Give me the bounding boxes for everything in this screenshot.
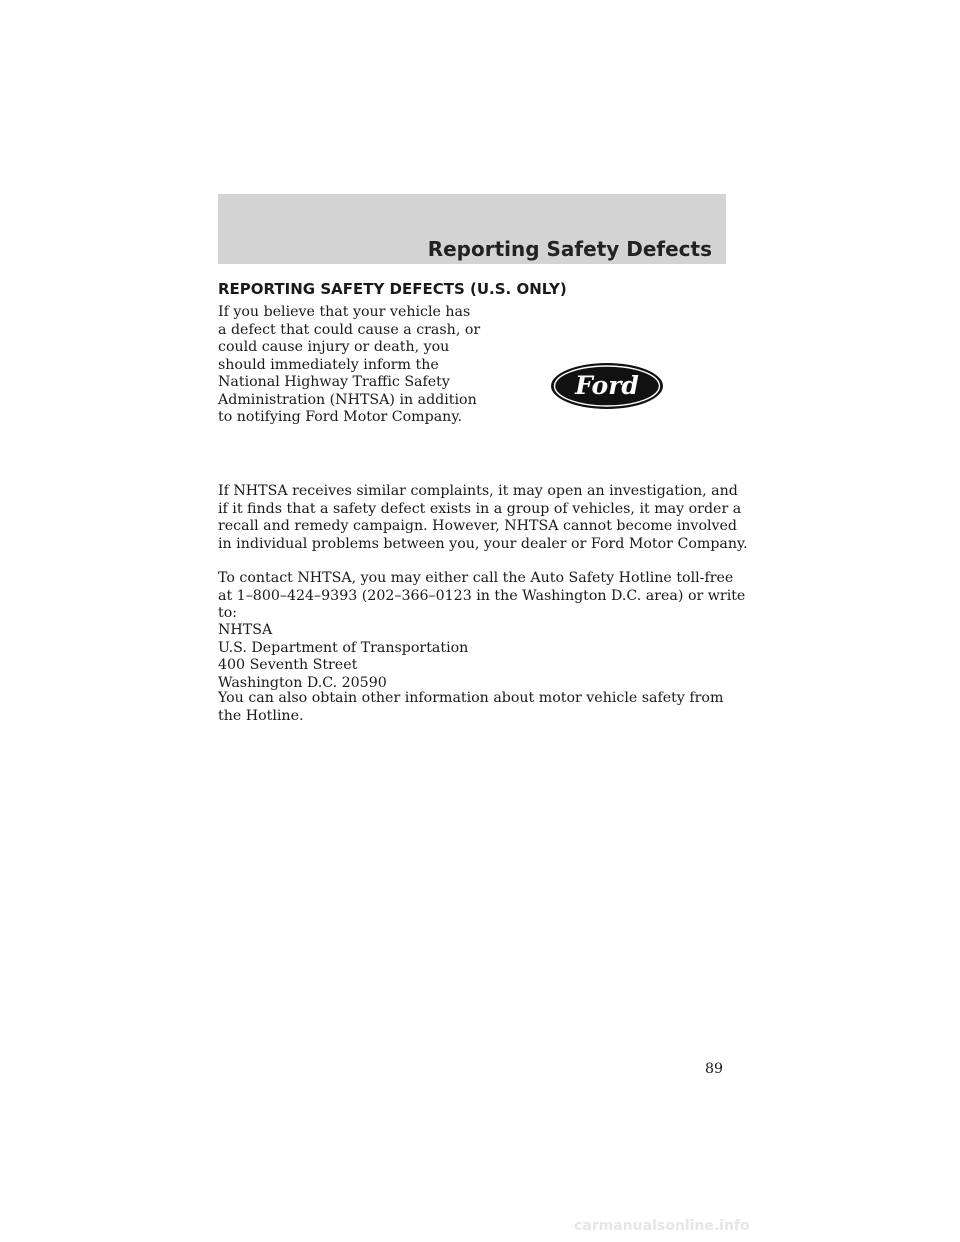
contact-paragraph	[218, 570, 746, 623]
address-line: 400 Seventh Street	[218, 657, 358, 673]
text-line: to notifying Ford Motor Company.	[218, 409, 462, 425]
text-line: recall and remedy campaign. However, NHTSA cannot become involved	[218, 518, 738, 534]
nhtsa-address	[218, 622, 730, 692]
text-line: Administration (NHTSA) in addition	[218, 391, 477, 408]
text-line: To contact NHTSA, you may either call the Auto Safety Hotline toll-free	[218, 570, 734, 586]
hotline-paragraph	[218, 690, 730, 725]
text-line: if it finds that a safety defect exists in a group of vehicles, it may order a	[218, 500, 742, 517]
text-line: a defect that could cause a crash, or	[218, 321, 481, 338]
page-header-title: Reporting Safety Defects	[427, 237, 712, 261]
address-line: NHTSA	[218, 622, 273, 638]
text-line: If you believe that your vehicle has	[218, 304, 471, 320]
address-line: U.S. Department of Transportation	[218, 639, 469, 656]
section-heading: REPORTING SAFETY DEFECTS (U.S. ONLY)	[218, 280, 567, 298]
text-line: to:	[218, 605, 238, 621]
text-line: could cause injury or death, you	[218, 339, 450, 355]
text-line: If NHTSA receives similar complaints, it may open an investigation, and	[218, 483, 738, 499]
investigation-paragraph	[218, 483, 748, 553]
text-line: in individual problems between you, your dealer or Ford Motor Company.	[218, 535, 748, 552]
text-line: National Highway Traffic Safety	[218, 374, 450, 390]
text-line: the Hotline.	[218, 707, 304, 724]
intro-paragraph	[218, 304, 488, 427]
text-line: at 1–800–424–9393 (202–366–0123 in the Washington D.C. area) or write	[218, 587, 746, 604]
text-line: should immediately inform the	[218, 356, 439, 373]
header-band	[218, 194, 726, 264]
ford-logo	[550, 362, 664, 410]
watermark: carmanualsonline.info	[574, 1218, 750, 1234]
address-line: Washington D.C. 20590	[218, 674, 387, 691]
page-number: 89	[705, 1061, 724, 1077]
text-line: You can also obtain other information about motor vehicle safety from	[218, 690, 724, 706]
ford-logo-text: Ford	[575, 371, 639, 400]
